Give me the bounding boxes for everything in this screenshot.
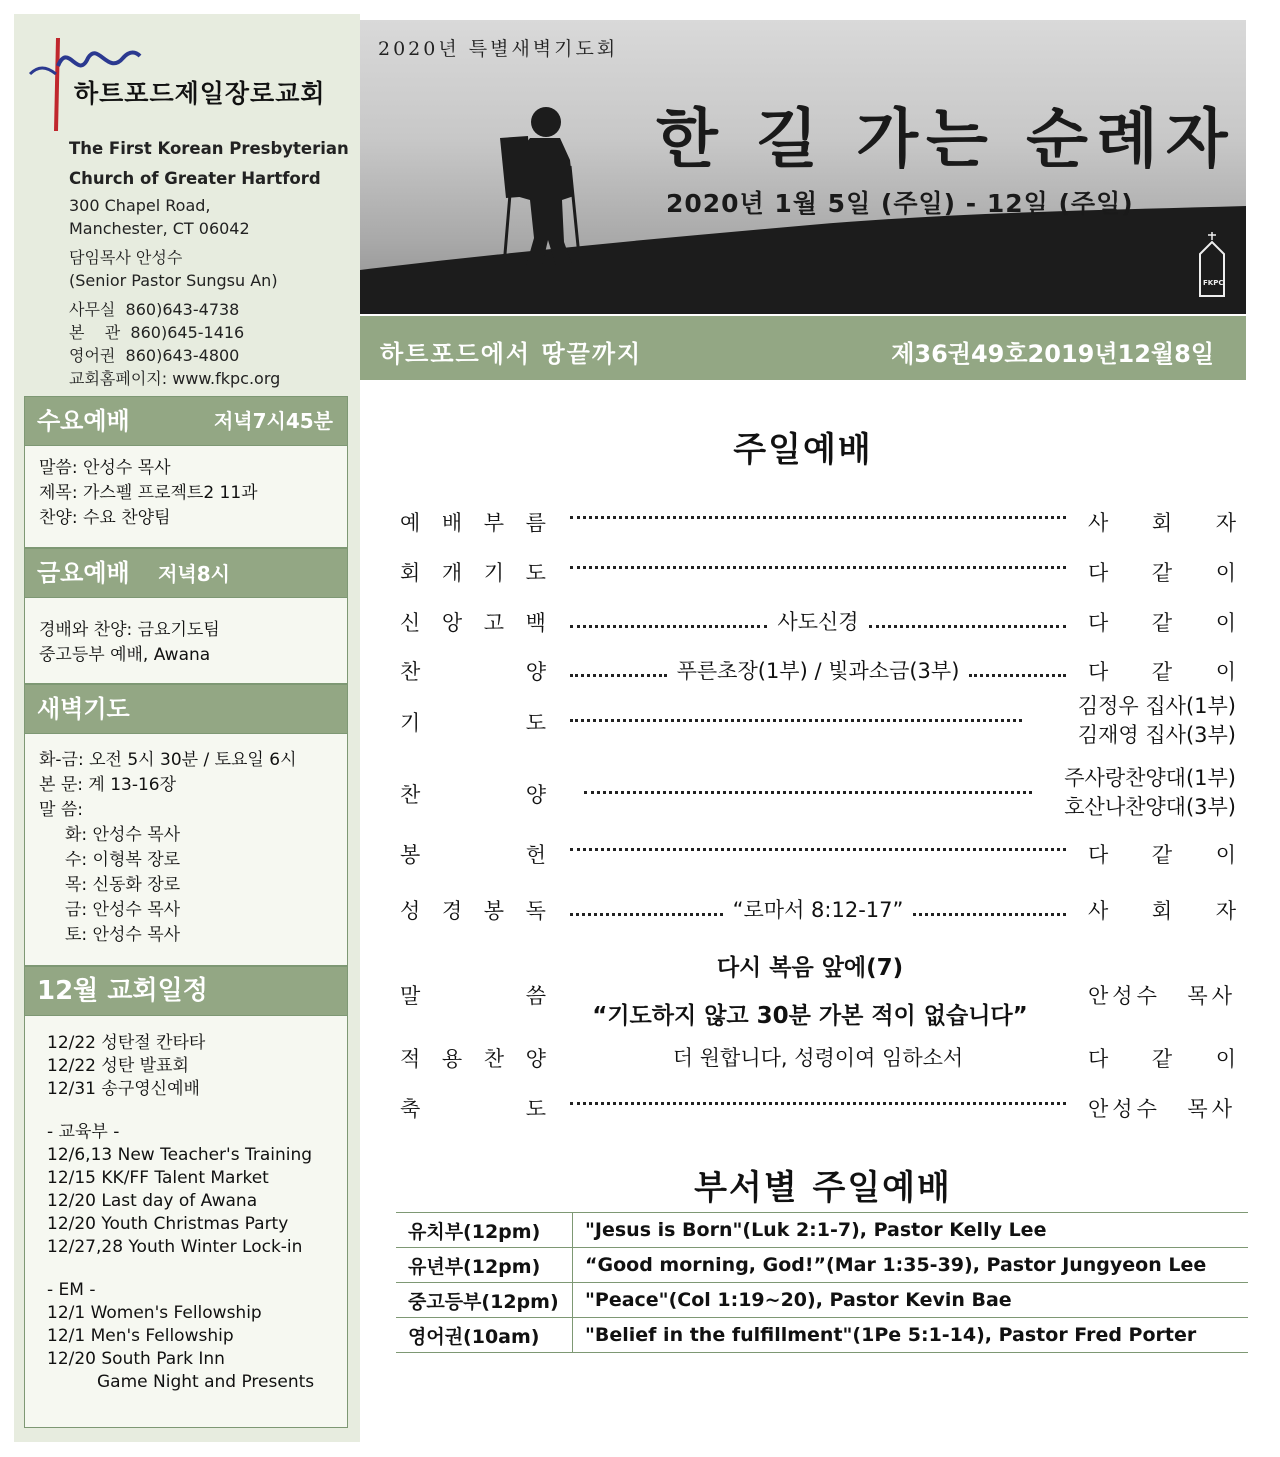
order-label: 축 도 bbox=[400, 1097, 546, 1121]
phone-office: 사무실 860)643-4738 bbox=[69, 300, 240, 319]
pastor-en: (Senior Pastor Sungsu An) bbox=[69, 271, 278, 290]
order-label: 성 경 봉 독 bbox=[400, 899, 546, 923]
wednesday-line: 제목: 가스펠 프로젝트2 11과 bbox=[39, 483, 258, 503]
order-row bbox=[400, 692, 1236, 750]
order-detail: 사도신경 bbox=[777, 610, 859, 634]
order-leader: 안성수 목사 bbox=[1088, 984, 1236, 1008]
order-label: 기 도 bbox=[400, 711, 546, 735]
worship-order-title: 주일예배 bbox=[733, 430, 873, 470]
dawn-speaker: 토: 안성수 목사 bbox=[65, 925, 181, 945]
table-row bbox=[396, 1213, 1248, 1248]
order-dots bbox=[570, 709, 1022, 722]
dawn-speaker: 목: 신동화 장로 bbox=[65, 875, 181, 895]
department-table bbox=[396, 1212, 1248, 1353]
motto-strip bbox=[360, 316, 1246, 380]
department-sermon: “Good morning, God!”(Mar 1:35-39), Pastor Jungyeon Lee bbox=[573, 1248, 1249, 1283]
edu-event: 12/27,28 Youth Winter Lock-in bbox=[47, 1237, 303, 1257]
wednesday-time: 저녁7시45분 bbox=[213, 409, 333, 433]
em-heading: - EM - bbox=[47, 1280, 96, 1300]
december-schedule-box bbox=[24, 966, 348, 1428]
dawn-line: 본 문: 계 13-16장 bbox=[39, 775, 177, 795]
order-label: 찬 양 bbox=[400, 783, 546, 807]
order-label: 적 용 찬 양 bbox=[400, 1047, 546, 1071]
phone-em: 영어권 860)643-4800 bbox=[69, 346, 240, 365]
order-row bbox=[400, 1092, 1236, 1122]
schedule-title: 12월 교회일정 bbox=[37, 976, 208, 1006]
address-line-2: Manchester, CT 06042 bbox=[69, 219, 250, 238]
dawn-speaker: 수: 이형복 장로 bbox=[65, 850, 181, 870]
phone-main: 본 관 860)645-1416 bbox=[69, 323, 245, 342]
order-row bbox=[400, 606, 1236, 636]
wednesday-header bbox=[25, 397, 347, 446]
banner-subtitle: 2020년 특별새벽기도회 bbox=[378, 38, 619, 60]
order-row bbox=[400, 894, 1236, 924]
department-sermon: "Jesus is Born"(Luk 2:1-7), Pastor Kelly Lee bbox=[573, 1213, 1249, 1248]
order-label: 말 씀 bbox=[400, 984, 546, 1008]
order-detail: 더 원합니다, 성령이여 임하소서 bbox=[672, 1046, 964, 1070]
order-leader: 다 같 이 bbox=[1088, 1047, 1236, 1071]
sermon-title: 다시 복음 앞에(7) “기도하지 않고 30분 가본 적이 없습니다” bbox=[592, 955, 1028, 1029]
pastor-kr: 담임목사 안성수 bbox=[69, 248, 183, 267]
banner-title: 한 길 가는 순례자 bbox=[656, 103, 1236, 177]
department-name: 영어권(10am) bbox=[396, 1318, 573, 1353]
order-dots bbox=[584, 781, 1032, 794]
order-dots bbox=[570, 838, 1066, 851]
em-event: 12/1 Women's Fellowship bbox=[47, 1303, 262, 1323]
church-name-kr: 하트포드제일장로교회 bbox=[74, 79, 326, 108]
dawn-speaker: 금: 안성수 목사 bbox=[65, 900, 181, 920]
order-row bbox=[400, 655, 1236, 685]
order-row bbox=[400, 506, 1236, 536]
fkpc-badge: FKPC bbox=[1203, 279, 1224, 287]
friday-line: 중고등부 예배, Awana bbox=[39, 645, 211, 665]
order-label: 봉 헌 bbox=[400, 843, 546, 867]
address-line-1: 300 Chapel Road, bbox=[69, 196, 211, 215]
friday-title: 금요예배 bbox=[37, 559, 130, 587]
department-name: 유치부(12pm) bbox=[396, 1213, 573, 1248]
department-name: 유년부(12pm) bbox=[396, 1248, 573, 1283]
table-row bbox=[396, 1248, 1248, 1283]
church-name-en-1: The First Korean Presbyterian bbox=[69, 139, 349, 158]
table-row bbox=[396, 1283, 1248, 1318]
wednesday-line: 찬양: 수요 찬양팀 bbox=[39, 508, 171, 528]
order-label: 예 배 부 름 bbox=[400, 511, 546, 535]
dawn-prayer-box bbox=[24, 684, 348, 966]
em-event: Game Night and Presents bbox=[97, 1372, 315, 1392]
dawn-title: 새벽기도 bbox=[37, 695, 130, 723]
wednesday-title: 수요예배 bbox=[37, 407, 130, 435]
order-leader: 사 회 자 bbox=[1088, 511, 1236, 535]
sidebar bbox=[14, 14, 360, 1442]
order-leader: 사 회 자 bbox=[1088, 899, 1236, 923]
order-row bbox=[400, 764, 1236, 822]
wednesday-line: 말씀: 안성수 목사 bbox=[39, 458, 171, 478]
order-dots bbox=[570, 506, 1066, 519]
dawn-line: 말 씀: bbox=[39, 800, 83, 820]
order-row bbox=[400, 1042, 1236, 1072]
order-leader: 김정우 집사(1부) 김재영 집사(3부) bbox=[1077, 694, 1236, 747]
order-dots bbox=[570, 606, 1066, 636]
dawn-header bbox=[25, 685, 347, 734]
dawn-line: 화-금: 오전 5시 30분 / 토요일 6시 bbox=[39, 750, 297, 770]
issue-info: 제36권49호2019년12월8일 bbox=[891, 340, 1214, 368]
church-info bbox=[69, 134, 349, 390]
order-dots bbox=[570, 655, 1066, 685]
order-label: 회 개 기 도 bbox=[400, 561, 546, 585]
friday-header bbox=[25, 549, 347, 598]
order-leader: 다 같 이 bbox=[1088, 611, 1236, 635]
order-row bbox=[400, 838, 1236, 868]
order-leader: 다 같 이 bbox=[1088, 561, 1236, 585]
edu-event: 12/6,13 New Teacher's Training bbox=[47, 1145, 313, 1165]
church-name-en-2: Church of Greater Hartford bbox=[69, 169, 321, 188]
order-row bbox=[400, 556, 1236, 586]
em-event: 12/1 Men's Fellowship bbox=[47, 1326, 234, 1346]
website-link[interactable]: 교회홈페이지: www.fkpc.org bbox=[69, 369, 281, 388]
edu-event: 12/20 Youth Christmas Party bbox=[47, 1214, 289, 1234]
event-banner bbox=[360, 20, 1246, 314]
wednesday-service-box bbox=[24, 396, 348, 548]
friday-service-box bbox=[24, 548, 348, 684]
order-detail: “로마서 8:12-17” bbox=[732, 898, 904, 922]
banner-date: 2020년 1월 5일 (주일) - 12일 (주일) bbox=[666, 189, 1134, 218]
edu-heading: - 교육부 - bbox=[47, 1122, 120, 1142]
friday-line: 경배와 찬양: 금요기도팀 bbox=[39, 620, 220, 640]
order-detail: 푸른초장(1부) / 빛과소금(3부) bbox=[676, 659, 960, 683]
em-event: 12/20 South Park Inn bbox=[47, 1349, 225, 1369]
department-worship-title: 부서별 주일예배 bbox=[694, 1168, 952, 1208]
edu-event: 12/15 KK/FF Talent Market bbox=[47, 1168, 269, 1188]
dawn-speaker: 화: 안성수 목사 bbox=[65, 825, 181, 845]
schedule-event: 12/22 성탄 발표회 bbox=[47, 1056, 189, 1076]
order-dots bbox=[570, 894, 1066, 924]
order-dots bbox=[570, 556, 1066, 569]
order-label: 찬 양 bbox=[400, 660, 546, 684]
order-dots bbox=[570, 1092, 1066, 1105]
order-label: 신 앙 고 백 bbox=[400, 611, 546, 635]
order-leader: 안성수 목사 bbox=[1088, 1097, 1236, 1121]
table-row bbox=[396, 1318, 1248, 1353]
schedule-event: 12/31 송구영신예배 bbox=[47, 1079, 200, 1099]
motto: 하트포드에서 땅끝까지 bbox=[380, 340, 643, 368]
order-row bbox=[400, 944, 1236, 1044]
edu-event: 12/20 Last day of Awana bbox=[47, 1191, 258, 1211]
schedule-header bbox=[25, 967, 347, 1016]
order-leader: 다 같 이 bbox=[1088, 660, 1236, 684]
friday-time: 저녁8시 bbox=[158, 562, 230, 586]
order-leader: 다 같 이 bbox=[1088, 843, 1236, 867]
department-name: 중고등부(12pm) bbox=[396, 1283, 573, 1318]
order-leader: 주사랑찬양대(1부) 호산나찬양대(3부) bbox=[1064, 766, 1236, 819]
schedule-event: 12/22 성탄절 칸타타 bbox=[47, 1033, 206, 1053]
department-sermon: "Belief in the fulfillment"(1Pe 5:1-14), Pastor Fred Porter bbox=[573, 1318, 1249, 1353]
department-sermon: "Peace"(Col 1:19~20), Pastor Kevin Bae bbox=[573, 1283, 1249, 1318]
